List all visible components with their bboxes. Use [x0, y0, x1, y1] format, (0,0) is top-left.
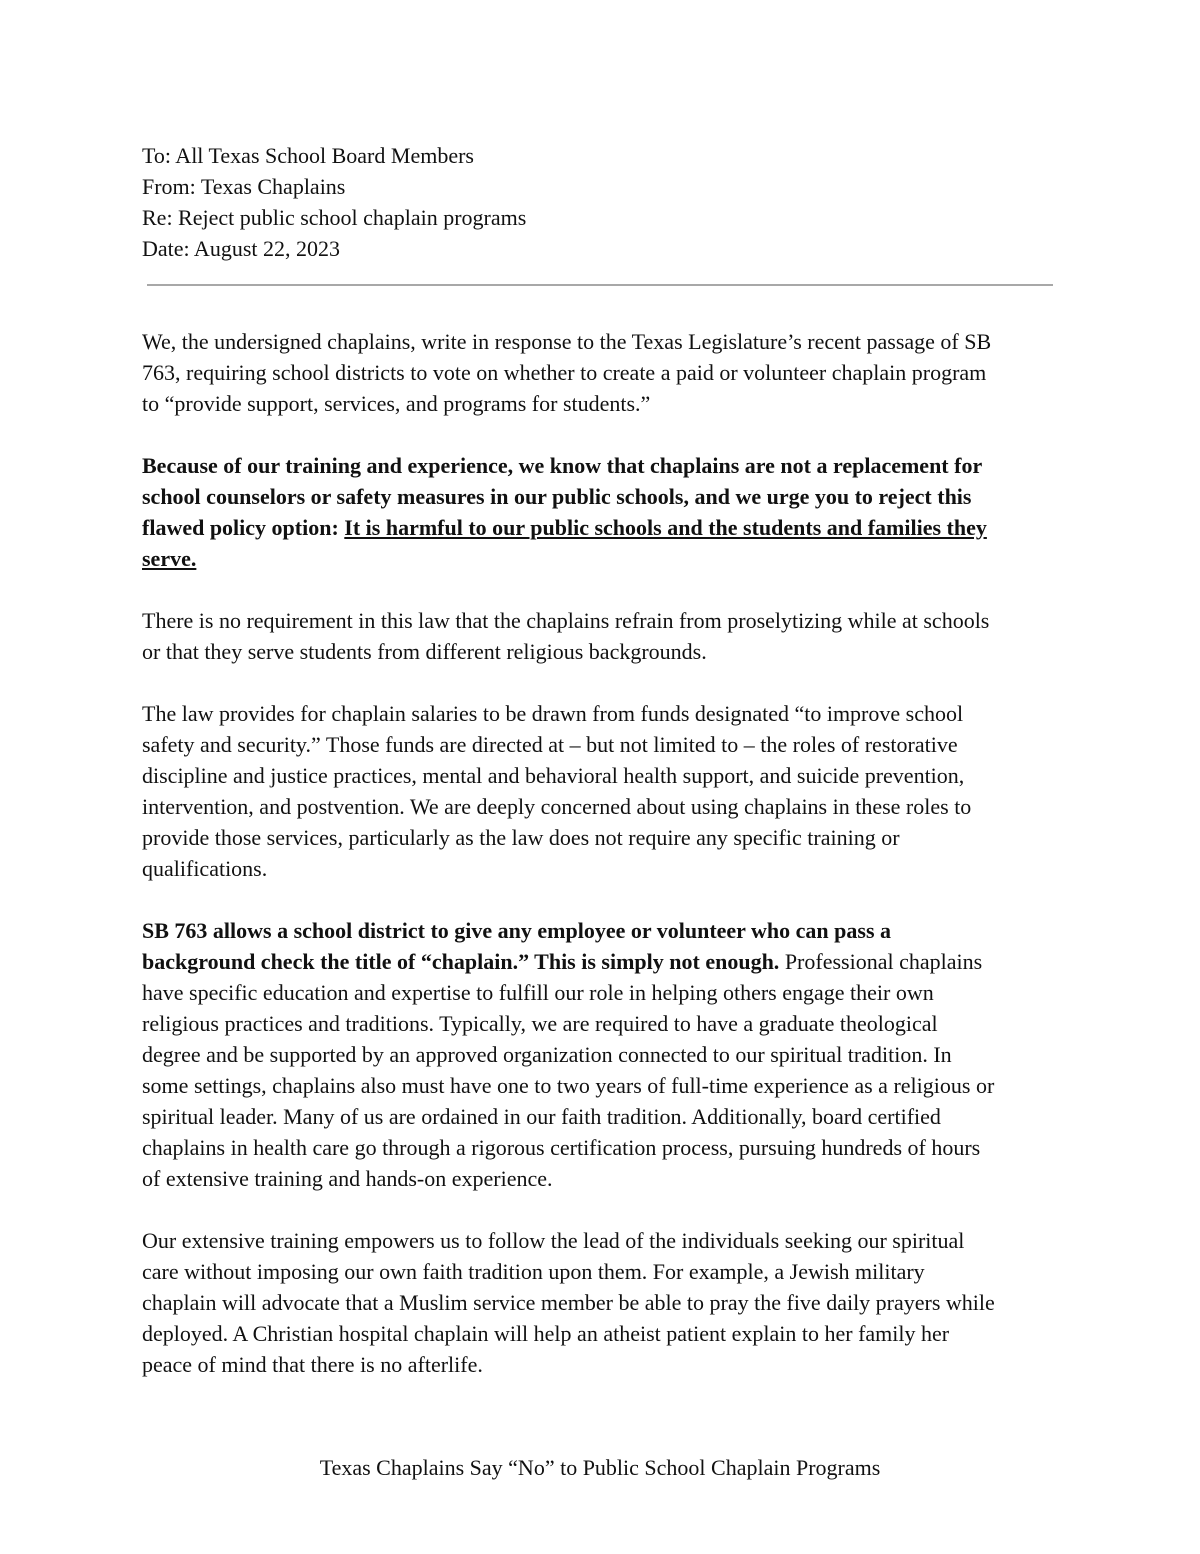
memo-date: Date: August 22, 2023: [142, 236, 340, 261]
text-line: [142, 853, 995, 884]
body-paragraph: [142, 1225, 995, 1380]
text-line: [142, 1287, 995, 1318]
text-segment: The law provides for chaplain salaries to be drawn from funds designated “to improve school: [142, 701, 964, 726]
text-line: [142, 543, 995, 574]
text-line: [142, 915, 995, 946]
text-line: [142, 1225, 995, 1256]
text-segment: intervention, and postvention. We are deeply concerned about using chaplains in these roles to: [142, 794, 972, 819]
text-segment: discipline and justice practices, mental and behavioral health support, and suicide prevention,: [142, 763, 965, 788]
text-segment: have specific education and expertise to fulfill our role in helping others engage their own: [142, 980, 934, 1005]
header-divider: [147, 284, 1053, 286]
text-line: [142, 636, 995, 667]
text-segment: spiritual leader. Many of us are ordained in our faith tradition. Additionally, board certified: [142, 1104, 941, 1129]
text-line: [142, 977, 995, 1008]
text-segment: qualifications.: [142, 856, 268, 881]
text-line: [142, 698, 995, 729]
text-line: [142, 791, 995, 822]
text-line: [142, 1039, 995, 1070]
text-segment: care without imposing our own faith tradition upon them. For example, a Jewish military: [142, 1259, 925, 1284]
bold-text: background check the title of “chaplain.” This is simply not enough.: [142, 949, 780, 974]
text-segment: degree and be supported by an approved organization connected to our spiritual tradition. In: [142, 1042, 952, 1067]
text-line: [142, 1101, 995, 1132]
text-line: [142, 760, 995, 791]
text-line: [142, 450, 995, 481]
memo-from: From: Texas Chaplains: [142, 174, 346, 199]
text-line: [142, 512, 995, 543]
text-line: [142, 729, 995, 760]
text-segment: some settings, chaplains also must have one to two years of full-time experience as a religious or: [142, 1073, 995, 1098]
text-segment: We, the undersigned chaplains, write in response to the Texas Legislature’s recent passage of SB: [142, 329, 992, 354]
text-line: [142, 1070, 995, 1101]
text-segment: There is no requirement in this law that the chaplains refrain from proselytizing while at schools: [142, 608, 990, 633]
text-segment: peace of mind that there is no afterlife.: [142, 1352, 483, 1377]
text-segment: or that they serve students from different religious backgrounds.: [142, 639, 707, 664]
text-segment: chaplains in health care go through a rigorous certification process, pursuing hundreds of hours: [142, 1135, 981, 1160]
text-segment: of extensive training and hands-on experience.: [142, 1166, 553, 1191]
text-segment: to “provide support, services, and programs for students.”: [142, 391, 651, 416]
text-line: [142, 1008, 995, 1039]
text-line: [142, 1349, 995, 1380]
memo-subject: Re: Reject public school chaplain programs: [142, 205, 527, 230]
emphasized-text: It is harmful to our public schools and the students and families they: [344, 515, 987, 540]
text-line: [142, 1256, 995, 1287]
text-segment: provide those services, particularly as the law does not require any specific training or: [142, 825, 900, 850]
memo-to: To: All Texas School Board Members: [142, 143, 474, 168]
text-segment: Professional chaplains: [779, 949, 983, 974]
body-paragraph: [142, 915, 995, 1194]
text-line: [142, 1132, 995, 1163]
bold-text: SB 763 allows a school district to give any employee or volunteer who can pass a: [142, 918, 892, 943]
text-line: [142, 822, 995, 853]
text-line: [142, 946, 995, 977]
bold-text: flawed policy option:: [142, 515, 345, 540]
text-segment: safety and security.” Those funds are directed at – but not limited to – the roles of restorative: [142, 732, 958, 757]
body-paragraph: [142, 605, 995, 667]
letter-body: [142, 326, 995, 1411]
text-segment: Our extensive training empowers us to follow the lead of the individuals seeking our spiritual: [142, 1228, 965, 1253]
text-segment: chaplain will advocate that a Muslim service member be able to pray the five daily prayers while: [142, 1290, 995, 1315]
bold-text: Because of our training and experience, we know that chaplains are not a replacement for: [142, 453, 983, 478]
emphasized-text: serve.: [142, 546, 197, 571]
text-line: [142, 388, 995, 419]
body-paragraph: [142, 326, 995, 419]
page-footer: Texas Chaplains Say “No” to Public School Chaplain Programs: [319, 1455, 881, 1480]
bold-text: school counselors or safety measures in our public schools, and we urge you to reject this: [142, 484, 972, 509]
body-paragraph: [142, 698, 995, 884]
text-line: [142, 1163, 995, 1194]
text-line: [142, 605, 995, 636]
text-line: [142, 1318, 995, 1349]
text-line: [142, 326, 995, 357]
text-segment: religious practices and traditions. Typically, we are required to have a graduate theological: [142, 1011, 938, 1036]
text-segment: 763, requiring school districts to vote on whether to create a paid or volunteer chaplain program: [142, 360, 987, 385]
body-paragraph: [142, 450, 995, 574]
memo-header: [142, 140, 526, 264]
text-line: [142, 357, 995, 388]
text-line: [142, 481, 995, 512]
text-segment: deployed. A Christian hospital chaplain will help an atheist patient explain to her family her: [142, 1321, 950, 1346]
